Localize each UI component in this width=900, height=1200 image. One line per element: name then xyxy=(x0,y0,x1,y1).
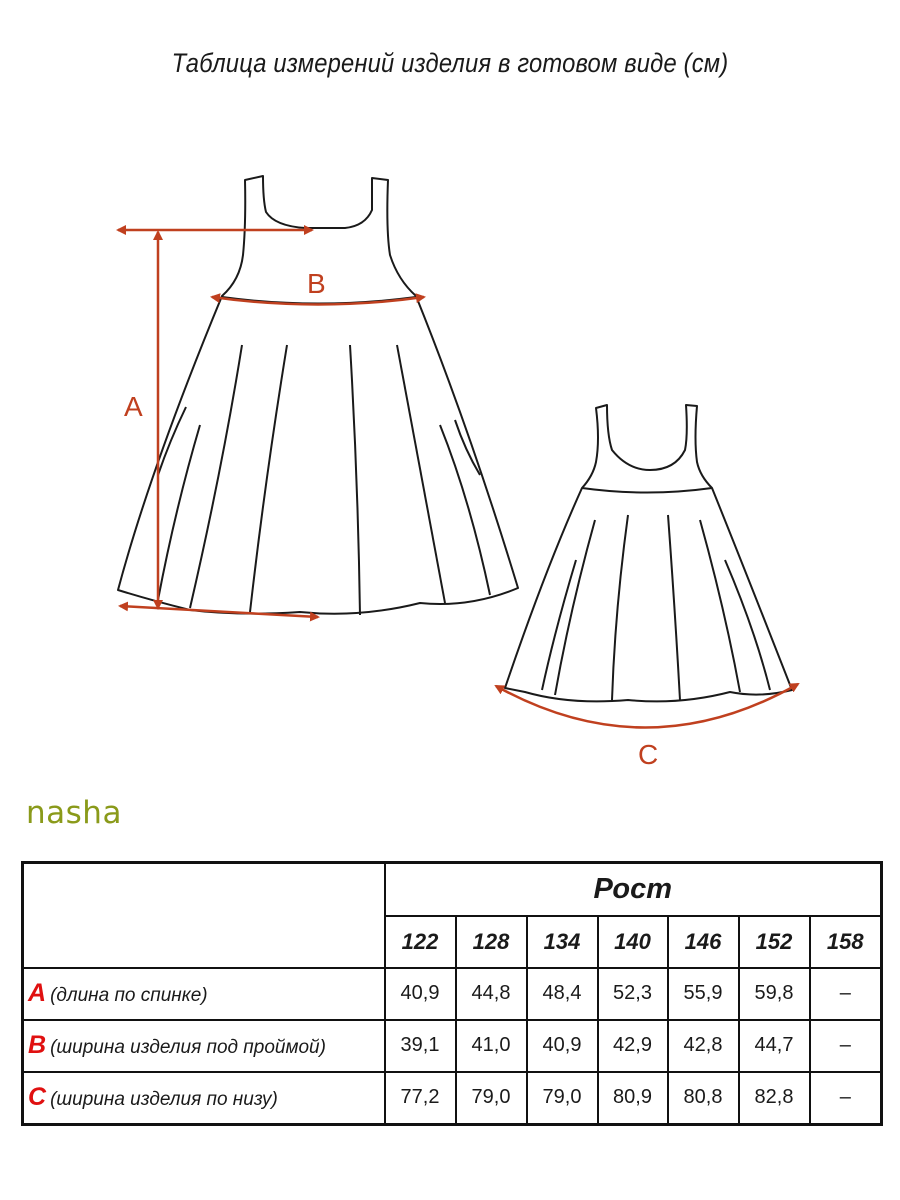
row-header xyxy=(23,1020,385,1072)
row-letter: C xyxy=(28,1083,47,1112)
measure-label-c: C xyxy=(638,739,659,770)
table-cell: 80,9 xyxy=(598,1072,668,1125)
table-cell: 40,9 xyxy=(527,1020,598,1072)
table-cell: 77,2 xyxy=(385,1072,456,1125)
measure-label-a: A xyxy=(124,391,143,422)
table-cell: 44,8 xyxy=(456,968,527,1020)
table-cell: 44,7 xyxy=(739,1020,810,1072)
table-cell: 42,8 xyxy=(668,1020,739,1072)
table-cell: – xyxy=(810,1020,882,1072)
table-cell: – xyxy=(810,1072,882,1125)
dress-back-outline xyxy=(505,405,792,701)
measure-lines xyxy=(118,230,798,728)
row-letter: B xyxy=(28,1031,47,1059)
size-header: 128 xyxy=(456,916,527,968)
table-cell: 39,1 xyxy=(385,1020,456,1072)
dress-front-outline xyxy=(118,176,518,615)
row-header xyxy=(23,968,385,1020)
height-group-header: Рост xyxy=(385,863,882,916)
table-cell: 40,9 xyxy=(385,968,456,1020)
brand-logo: nasha xyxy=(26,795,122,831)
size-header: 158 xyxy=(810,916,882,968)
size-header: 140 xyxy=(598,916,668,968)
table-corner-cell xyxy=(23,863,385,968)
table-cell: 79,0 xyxy=(456,1072,527,1125)
table-cell: 42,9 xyxy=(598,1020,668,1072)
table-row xyxy=(23,1072,882,1125)
table-cell: 80,8 xyxy=(668,1072,739,1125)
table-row xyxy=(23,1020,882,1072)
table-cell: 41,0 xyxy=(456,1020,527,1072)
row-letter: A xyxy=(28,979,47,1007)
row-description: (ширина изделия под проймой) xyxy=(50,1037,326,1058)
size-header: 146 xyxy=(668,916,739,968)
table-cell: 52,3 xyxy=(598,968,668,1020)
table-row xyxy=(23,968,882,1020)
row-description: (длина по спинке) xyxy=(50,985,208,1006)
table-cell: – xyxy=(810,968,882,1020)
table-cell: 48,4 xyxy=(527,968,598,1020)
row-description: (ширина изделия по низу) xyxy=(50,1089,278,1111)
table-cell: 55,9 xyxy=(668,968,739,1020)
size-header: 152 xyxy=(739,916,810,968)
table-cell: 59,8 xyxy=(739,968,810,1020)
measure-label-b: B xyxy=(307,268,326,299)
size-header: 134 xyxy=(527,916,598,968)
page-title: Таблица измерений изделия в готовом виде (см) xyxy=(171,48,729,78)
row-header xyxy=(23,1072,385,1125)
size-table xyxy=(21,861,883,1126)
table-cell: 82,8 xyxy=(739,1072,810,1125)
table-cell: 79,0 xyxy=(527,1072,598,1125)
size-header: 122 xyxy=(385,916,456,968)
